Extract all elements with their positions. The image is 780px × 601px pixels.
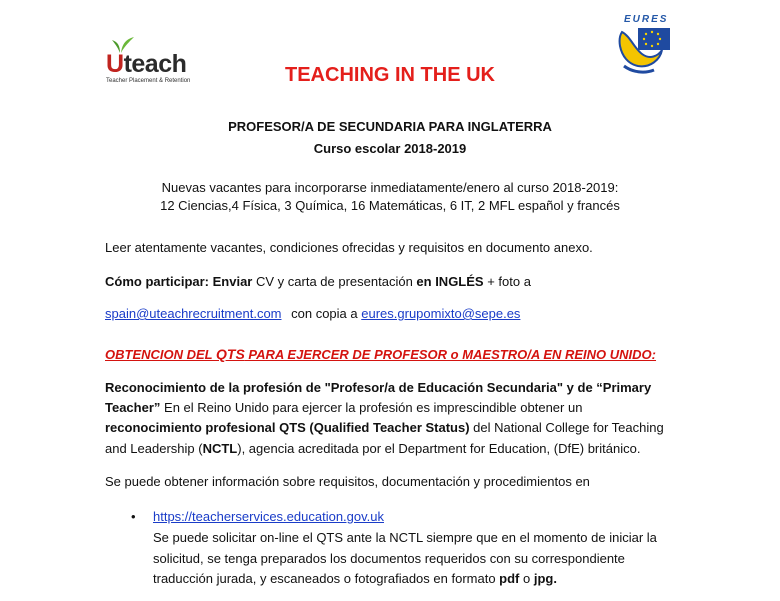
language-requirement: en INGLÉS [416,274,484,289]
email-eures-link[interactable]: eures.grupomixto@sepe.es [361,306,521,321]
format-pdf: pdf [499,571,520,586]
email-uteach-link[interactable]: spain@uteachrecruitment.com [105,306,282,321]
bullet-line-3 [153,571,557,586]
recognition-l2-bold: Teacher” [105,400,161,415]
recognition-line-3 [105,420,664,435]
read-note: Leer atentamente vacantes, condiciones ofrecidas y requisitos en documento anexo. [105,240,593,255]
recognition-l3-bold: reconocimiento profesional QTS (Qualified Teacher Status) [105,420,470,435]
bullet-line-2: solicitud, se tenga preparados los documentos requeridos con su correspondiente [153,551,625,566]
copy-text: con copia a [291,306,358,321]
uteach-wordmark: Uteach [106,50,187,78]
how-to-participate [105,274,531,289]
qts-heading-part1: OBTENCION DEL [105,347,216,362]
page-title: TEACHING IN THE UK [285,64,495,86]
recognition-l1: Reconocimiento de la profesión de "Profesor/a de Educación Secundaria" y de “Primary [105,380,652,395]
recognition-line-2 [105,400,582,415]
course-year: Curso escolar 2018-2019 [313,141,467,156]
bullet-l3-text: traducción jurada, y escaneados o fotografiados en formato [153,571,500,586]
teacherservices-link[interactable] [153,509,384,524]
how-to-text: CV y carta de presentación [252,274,417,289]
vacancies-list: 12 Ciencias,4 Física, 3 Química, 16 Matemáticas, 6 IT, 2 MFL español y francés [160,198,620,213]
recognition-l4-b: ), agencia acreditada por el Department for Education, (DfE) británico. [237,441,641,456]
recognition-l3-text: del National College for Teaching [469,420,664,435]
qts-heading [105,346,656,362]
info-line: Se puede obtener información sobre requisitos, documentación y procedimientos en [105,474,590,489]
qts-heading-qts: QTS [216,346,245,362]
contact-line [105,306,520,321]
recognition-line-4 [105,441,640,456]
recognition-line-1 [105,380,651,395]
position-subtitle: PROFESOR/A DE SECUNDARIA PARA INGLATERRA [228,119,552,134]
recognition-l4-bold: NCTL [202,441,238,456]
recognition-l4-a: and Leadership ( [105,441,203,456]
eures-text: EURES [624,14,669,25]
qts-heading-part2: PARA EJERCER DE PROFESOR o MAESTRO/A EN REINO UNIDO: [244,347,657,362]
format-jpg: jpg. [533,571,557,586]
how-to-label: Cómo participar: Enviar [105,274,253,289]
how-to-photo: + foto a [483,274,531,289]
vacancies-intro: Nuevas vacantes para incorporarse inmediatamente/enero al curso 2018-2019: [161,180,619,195]
uteach-tagline: Teacher Placement & Retention [106,78,191,84]
bullet-l3-or: o [519,571,534,586]
bullet-line-1: Se puede solicitar on-line el QTS ante la NCTL siempre que en el momento de iniciar la [153,530,657,545]
teacherservices-link-text[interactable]: https://teacherservices.education.gov.uk [153,509,384,524]
bullet-icon: • [131,509,136,524]
recognition-l2-text: En el Reino Unido para ejercer la profesión es imprescindible obtener un [160,400,583,415]
